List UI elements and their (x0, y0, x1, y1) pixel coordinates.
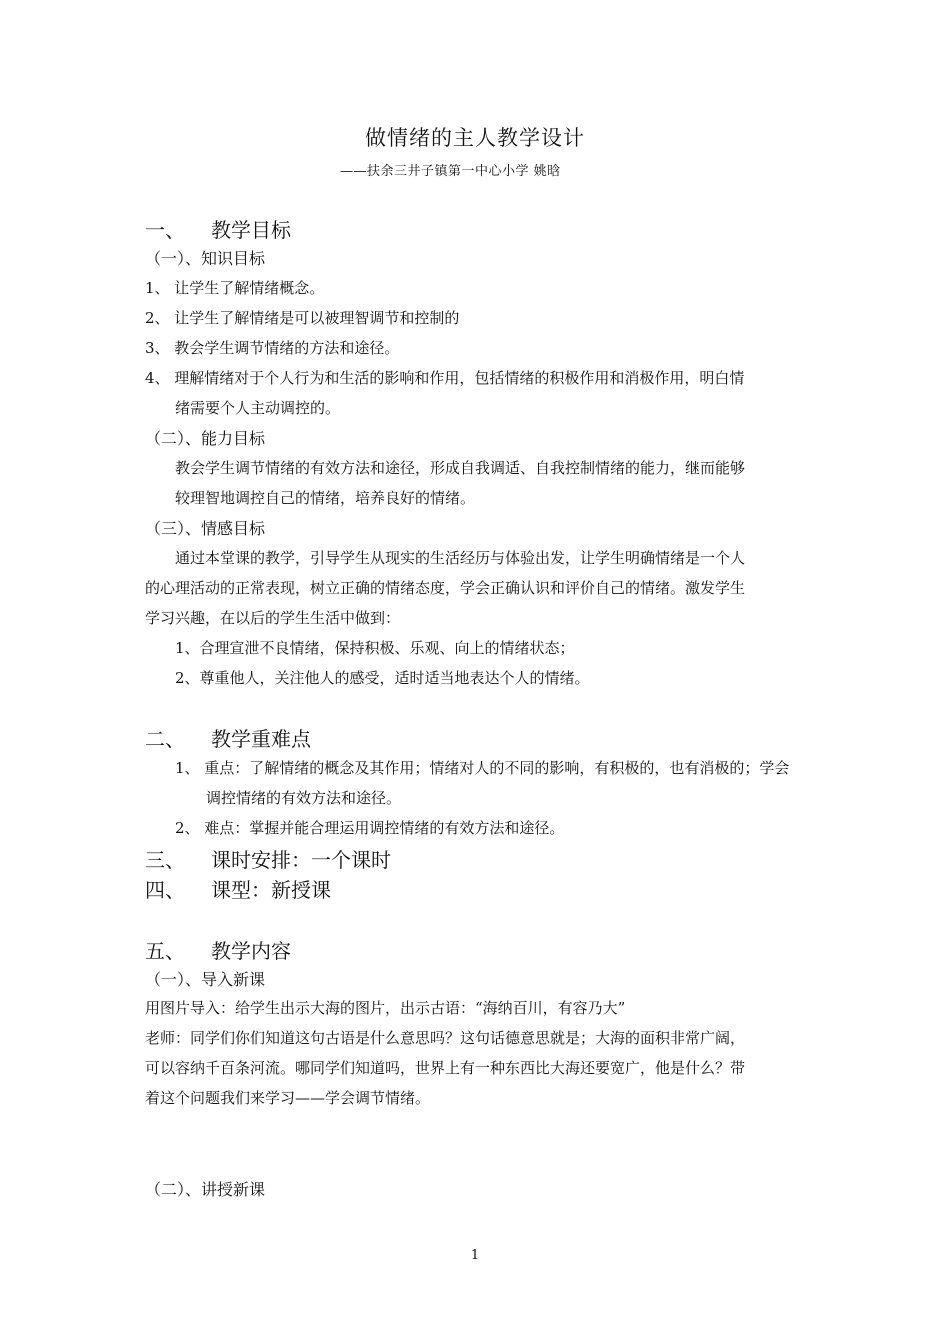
emotion-text-line-2: 的心理活动的正常表现，树立正确的情绪态度，学会正确认识和评价自己的情绪。激发学生 (145, 579, 746, 597)
emotion-text-line-1: 通过本堂课的教学，引导学生从现实的生活经历与体验出发，让学生明确情绪是一个人 (175, 549, 746, 567)
section-number: 四、 (145, 878, 185, 902)
section-number: 二、 (145, 727, 185, 751)
knowledge-item-2: 2、 让学生了解情绪是可以被理智调节和控制的 (145, 309, 460, 327)
subheading-emotion: （三）、情感目标 (145, 519, 266, 538)
section-label: 教学目标 (211, 218, 291, 242)
difficult-point-item: 2、 难点：掌握并能合理运用调控情绪的有效方法和途径。 (175, 819, 565, 837)
knowledge-item-1: 1、 让学生了解情绪概念。 (145, 279, 325, 297)
knowledge-item-4: 4、 理解情绪对于个人行为和生活的影响和作用，包括情绪的积极作用和消极作用，明白情 (145, 369, 745, 387)
section-heading-4 (145, 874, 331, 903)
emotion-goal-1: 1、合理宣泄不良情绪，保持积极、乐观、向上的情绪状态； (175, 639, 575, 657)
section-heading-1 (145, 214, 291, 243)
key-point-item: 1、 重点：了解情绪的概念及其作用；情绪对人的不同的影响，有积极的，也有消极的；学会 (175, 759, 790, 777)
subheading-ability: （二）、能力目标 (145, 429, 266, 448)
section-number: 五、 (145, 939, 185, 963)
intro-text-line-4: 着这个问题我们来学习——学会调节情绪。 (145, 1089, 431, 1107)
section-label: 教学内容 (211, 939, 291, 963)
ability-text-line-1: 教会学生调节情绪的有效方法和途径，形成自我调适、自我控制情绪的能力，继而能够 (175, 459, 746, 477)
subheading-intro: （一）、导入新课 (145, 970, 266, 989)
section-heading-3 (145, 844, 391, 873)
intro-text-line-2: 老师：同学们你们知道这句古语是什么意思吗？这句话德意思就是；大海的面积非常广阔， (145, 1029, 746, 1047)
author-line: ——扶余三井子镇第一中心小学 姚晗 (340, 164, 561, 179)
emotion-text-line-3: 学习兴趣，在以后的学生生活中做到： (145, 609, 401, 627)
subheading-new-lesson: （二）、讲授新课 (145, 1180, 266, 1199)
section-heading-5 (145, 935, 291, 964)
knowledge-item-3: 3、 教会学生调节情绪的方法和途径。 (145, 339, 400, 357)
ability-text-line-2: 较理智地调控自己的情绪，培养良好的情绪。 (175, 489, 476, 507)
key-point-item-cont: 调控情绪的有效方法和途径。 (206, 789, 402, 807)
subheading-knowledge: （一）、知识目标 (145, 249, 266, 268)
section-label: 课型：新授课 (211, 878, 331, 902)
intro-text-line-1: 用图片导入：给学生出示大海的图片，出示古语：“海纳百川，有容乃大” (145, 999, 626, 1017)
intro-text-line-3: 可以容纳千百条河流。哪同学们知道吗，世界上有一种东西比大海还要宽广，他是什么？带 (145, 1059, 746, 1077)
emotion-goal-2: 2、尊重他人，关注他人的感受，适时适当地表达个人的情绪。 (175, 669, 590, 687)
section-heading-2 (145, 723, 311, 752)
page-title: 做情绪的主人教学设计 (365, 126, 585, 150)
section-number: 三、 (145, 848, 185, 872)
section-number: 一、 (145, 218, 185, 242)
knowledge-item-4-cont: 绪需要个人主动调控的。 (175, 399, 341, 417)
section-label: 教学重难点 (211, 727, 311, 751)
section-label: 课时安排：一个课时 (211, 848, 391, 872)
page-number: 1 (470, 1248, 480, 1263)
